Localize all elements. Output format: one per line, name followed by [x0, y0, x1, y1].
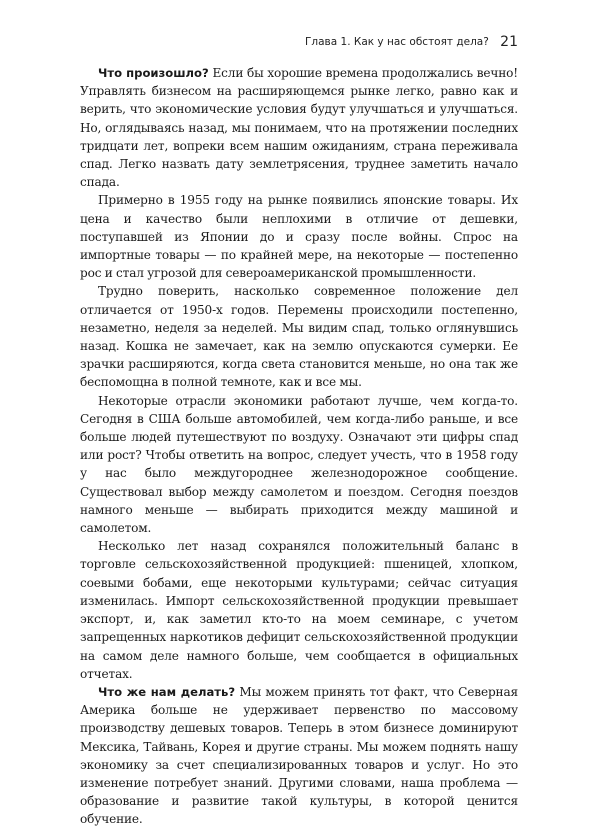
running-head: [80, 34, 518, 50]
chapter-title: Глава 1. Как у нас обстоят дела?: [305, 36, 489, 48]
paragraph-text: Примерно в 1955 году на рынке появились японские товары. Их цена и качество были неплохими в отличие от дешевки, поступавшей из Японии до и сразу после войны. Спрос на импортные товары — по крайней мере, на некоторые — постепенно рос и стал угрозой для североамериканской промышленности.: [80, 193, 518, 281]
paragraph-lead: Что же нам делать?: [98, 684, 236, 699]
paragraph: [80, 64, 518, 191]
paragraph-text: Если бы хорошие времена продолжались вечно! Управлять бизнесом на расширяющемся рынке легко, равно как и верить, что экономические условия будут улучшаться и улучшаться. Но, оглядываясь назад, мы понимаем, что на протяжении последних тридцати лет, вопреки всем нашим ожиданиям, страна переживала спад. Легко назвать дату землетрясения, труднее заметить начало спада.: [80, 66, 519, 190]
paragraph: [80, 683, 518, 829]
paragraph: [80, 282, 518, 391]
paragraph: [80, 392, 518, 538]
paragraph-text: Мы можем принять тот факт, что Северная Америка больше не удерживает первенство по массовому производству дешевых товаров. Теперь в этом бизнесе доминируют Мексика, Тайвань, Корея и другие страны. Мы можем поднять нашу экономику за счет специализированных товаров и услуг. Но это изменение потребует знаний. Другими словами, наша проблема — образование и развитие такой культуры, в которой ценится обучение.: [80, 684, 518, 827]
page-number: 21: [500, 34, 518, 50]
page-body: [80, 64, 518, 829]
paragraph: [80, 537, 518, 683]
paragraph-text: Несколько лет назад сохранялся положительный баланс в торговле сельскохозяйственной продукцией: пшеницей, хлопком, соевыми бобами, еще некоторыми культурами; сейчас ситуация изменилась. Импорт сельскохозяйственной продукции превышает экспорт, и, как заметил кто-то на моем семинаре, с учетом запрещенных наркотиков дефицит сельскохозяйственной продукции на самом деле намного больше, чем сообщается в официальных отчетах.: [80, 539, 518, 681]
paragraph-lead: Что произошло?: [98, 66, 209, 80]
paragraph-text: Трудно поверить, насколько современное положение дел отличается от 1950-х годов. Перемены происходили постепенно, незаметно, неделя за неделей. Мы видим спад, только оглянувшись назад. Кошка не замечает, как на землю опускаются сумерки. Ее зрачки расширяются, когда света становится меньше, но она так же беспомощна в полной темноте, как и все мы.: [80, 284, 518, 390]
paragraph: [80, 191, 518, 282]
paragraph-text: Некоторые отрасли экономики работают лучше, чем когда-то. Сегодня в США больше автомобилей, чем когда-либо раньше, и все больше людей путешествуют по воздуху. Означают эти цифры спад или рост? Чтобы ответить на вопрос, следует учесть, что в 1958 году у нас было междугороднее железнодорожное сообщение. Существовал выбор между самолетом и поездом. Сегодня поездов намного меньше — выбирать приходится между машиной и самолетом.: [80, 393, 518, 536]
